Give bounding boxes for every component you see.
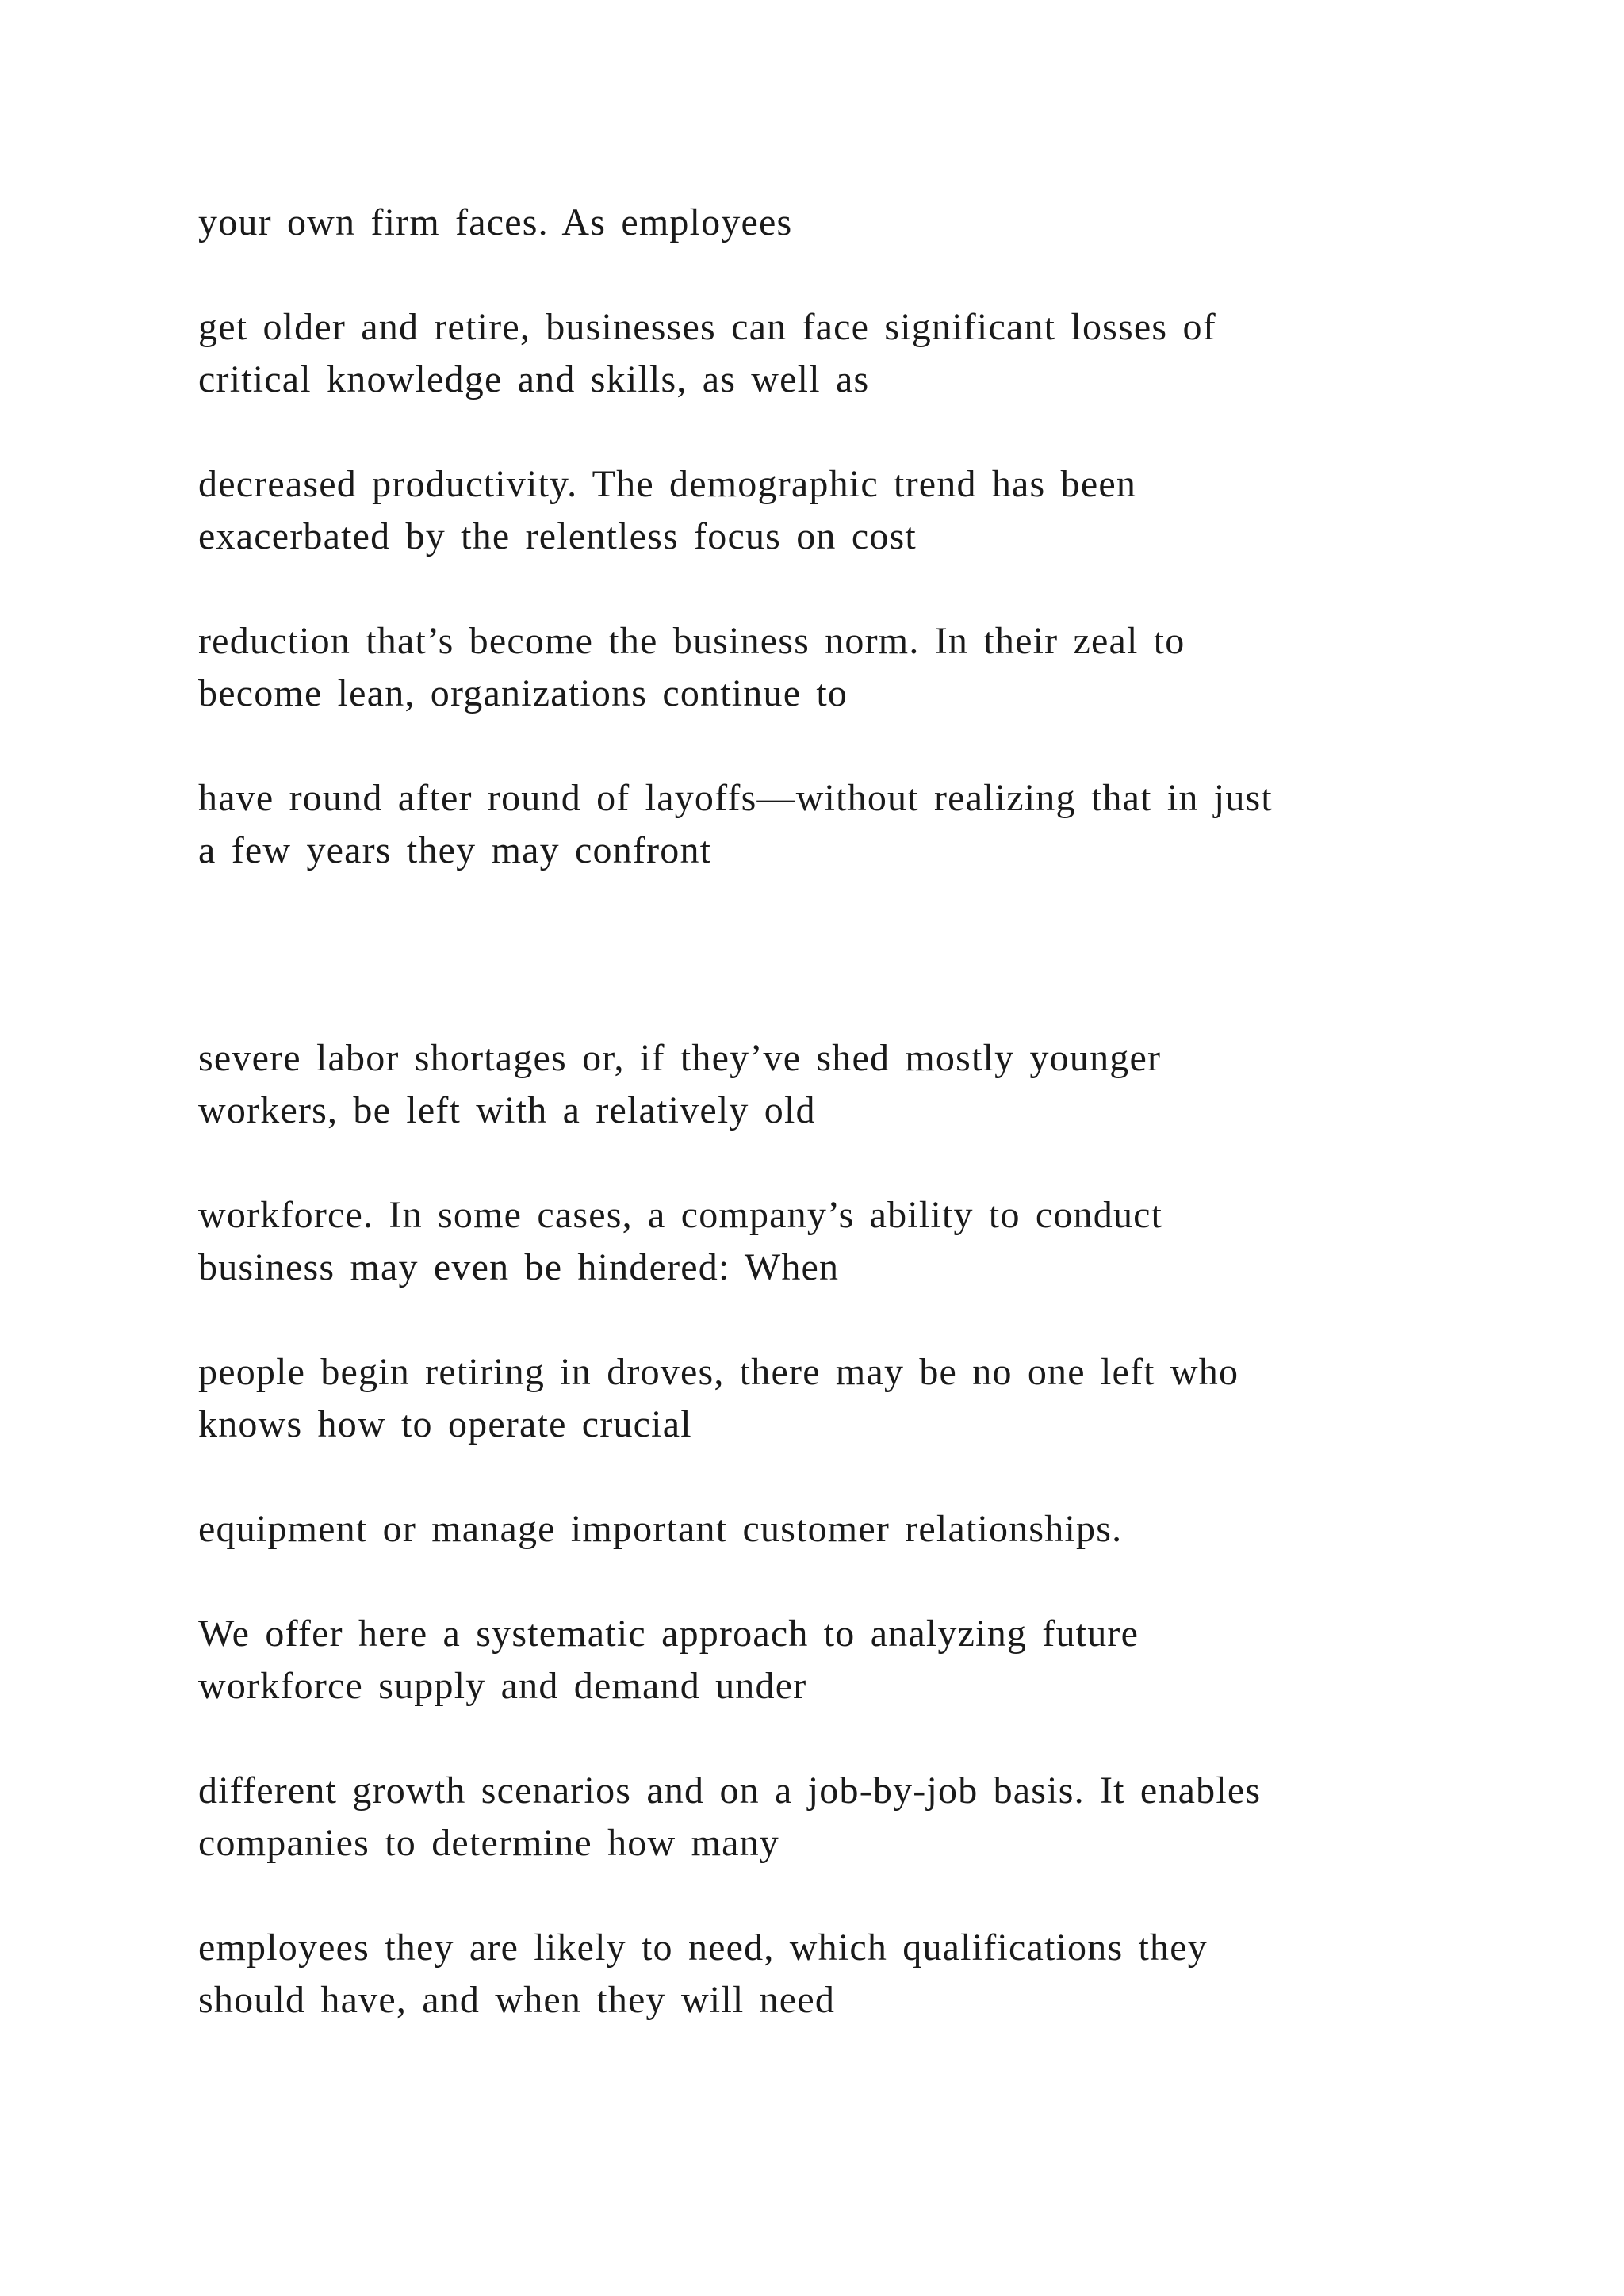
paragraph-5: [198, 772, 1546, 877]
text-line: exacerbated by the relentless focus on cost: [198, 515, 917, 557]
text-line: should have, and when they will need: [198, 1979, 836, 2021]
paragraph-2: [198, 301, 1546, 406]
text-line: severe labor shortages or, if they’ve shed mostly younger: [198, 1037, 1162, 1079]
text-line: employees they are likely to need, which qualifications they: [198, 1927, 1208, 1969]
text-line: get older and retire, businesses can face significant losses of: [198, 306, 1216, 348]
paragraph-4: [198, 615, 1546, 720]
paragraph-3: [198, 458, 1546, 563]
paragraph-8: [198, 1346, 1546, 1451]
text-line: workforce. In some cases, a company’s ability to conduct: [198, 1194, 1163, 1236]
text-line: become lean, organizations continue to: [198, 672, 848, 714]
text-line: have round after round of layoffs—without realizing that in just: [198, 777, 1273, 819]
text-line: equipment or manage important customer relationships.: [198, 1508, 1123, 1550]
text-line: business may even be hindered: When: [198, 1246, 840, 1288]
text-line: reduction that’s become the business norm. In their zeal to: [198, 620, 1185, 662]
text-line: workers, be left with a relatively old: [198, 1089, 816, 1131]
paragraph-7: [198, 1189, 1546, 1294]
paragraph-1: [198, 197, 1546, 249]
text-line: workforce supply and demand under: [198, 1665, 807, 1707]
paragraph-6: [198, 1032, 1546, 1137]
text-line: critical knowledge and skills, as well as: [198, 358, 870, 400]
text-line: companies to determine how many: [198, 1822, 780, 1864]
text-line: your own firm faces. As employees: [198, 201, 793, 243]
text-line: knows how to operate crucial: [198, 1403, 692, 1445]
text-line: different growth scenarios and on a job-by-job basis. It enables: [198, 1770, 1262, 1812]
text-line: decreased productivity. The demographic trend has been: [198, 463, 1137, 505]
paragraph-11: [198, 1765, 1546, 1869]
paragraph-9: [198, 1503, 1546, 1556]
text-line: We offer here a systematic approach to analyzing future: [198, 1613, 1139, 1655]
paragraph-10: [198, 1608, 1546, 1712]
text-line: a few years they may confront: [198, 829, 712, 871]
text-line: people begin retiring in droves, there may be no one left who: [198, 1351, 1239, 1393]
paragraph-12: [198, 1922, 1546, 2026]
